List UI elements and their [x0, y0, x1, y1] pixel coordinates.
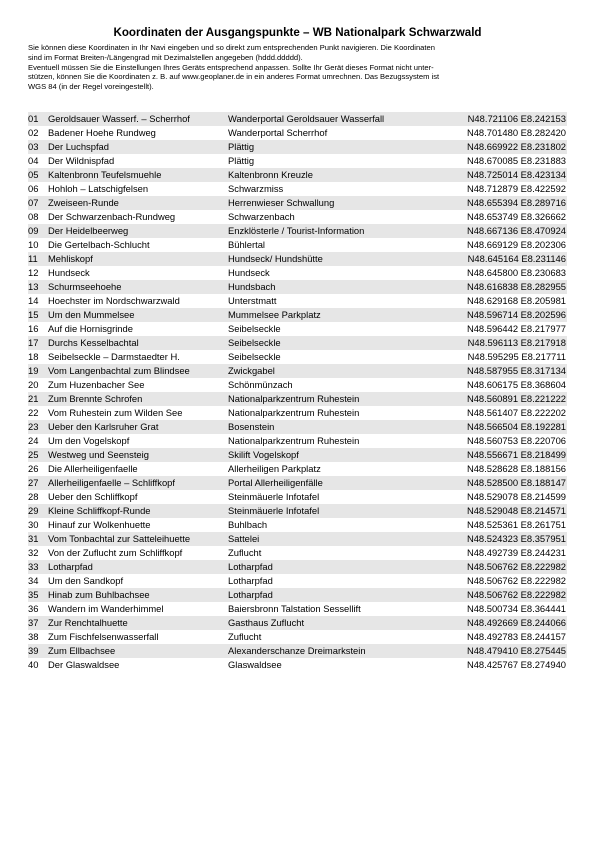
route-number: 05 — [28, 168, 48, 182]
route-number: 06 — [28, 183, 39, 194]
intro-line: Sie können diese Koordinaten in Ihr Navi eingeben und so direkt zum entsprechenden Punkt navigieren. Die Koordinaten — [28, 43, 435, 52]
table-row — [28, 364, 567, 378]
coordinates: N48.560753 E8.220706 — [466, 435, 566, 446]
coordinates: N48.524323 E8.357951 — [443, 532, 567, 546]
table-row — [28, 630, 567, 644]
route-number: 13 — [28, 280, 48, 294]
coordinates: N48.528500 E8.188147 — [443, 476, 567, 490]
route-name: Hinab zum Buhlbachsee — [48, 588, 228, 602]
coordinates: N48.525361 E8.261751 — [466, 519, 566, 530]
table-row — [28, 560, 567, 574]
coordinates: N48.506762 E8.222982 — [443, 560, 567, 574]
route-number: 31 — [28, 532, 48, 546]
start-point: Skilift Vogelskopf — [228, 448, 443, 462]
route-number: 08 — [28, 211, 39, 222]
route-name: Um den Vogelskopf — [48, 435, 130, 446]
route-name: Mehliskopf — [48, 252, 228, 266]
start-point: Buhlbach — [228, 519, 268, 530]
route-name: Ueber den Schliffkopf — [48, 491, 138, 502]
table-row — [28, 448, 567, 462]
coordinates: N48.556671 E8.218499 — [443, 448, 567, 462]
coordinates: N48.670085 E8.231883 — [466, 155, 566, 166]
coordinates: N48.595295 E8.217711 — [467, 351, 566, 362]
coordinates: N48.653749 E8.326662 — [466, 211, 566, 222]
table-row — [28, 644, 567, 658]
start-point: Bosenstein — [228, 420, 443, 434]
coordinates: N48.669129 E8.202306 — [466, 239, 566, 250]
start-point: Lotharpfad — [228, 575, 273, 586]
coordinates: N48.529048 E8.214571 — [443, 504, 567, 518]
start-point: Hundseck/ Hundshütte — [228, 252, 443, 266]
coordinates: N48.645800 E8.230683 — [466, 267, 566, 278]
route-number: 16 — [28, 323, 39, 334]
route-name: Auf die Hornisgrinde — [48, 323, 133, 334]
start-point: Seibelseckle — [228, 351, 281, 362]
route-number: 33 — [28, 560, 48, 574]
coordinates: N48.725014 E8.423134 — [443, 168, 567, 182]
start-point: Alexanderschanze Dreimarkstein — [228, 644, 443, 658]
coordinates: N48.500734 E8.364441 — [466, 603, 566, 614]
route-name: Hoechster im Nordschwarzwald — [48, 295, 180, 306]
route-number: 30 — [28, 519, 39, 530]
intro-line: sind im Format Breiten-/Längengrad mit Dezimalstellen angegeben (hddd.ddddd). — [28, 52, 303, 62]
route-name: Um den Sandkopf — [48, 575, 124, 586]
route-number: 18 — [28, 351, 39, 362]
route-number: 14 — [28, 295, 39, 306]
route-name: Vom Tonbachtal zur Satteleihuette — [48, 532, 228, 546]
start-point: Mummelsee Parkplatz — [228, 308, 443, 322]
route-name: Badener Hoehe Rundweg — [48, 127, 156, 138]
coordinates: N48.712879 E8.422592 — [466, 183, 566, 194]
coordinates: N48.655394 E8.289716 — [443, 196, 567, 210]
coordinates: N48.645164 E8.231146 — [443, 252, 567, 266]
coordinates: N48.425767 E8.274940 — [466, 659, 566, 670]
route-name: Zum Brennte Schrofen — [48, 392, 228, 406]
start-point: Nationalparkzentrum Ruhestein — [228, 392, 443, 406]
coordinates: N48.506762 E8.222982 — [443, 588, 567, 602]
start-point: Enzklösterle / Tourist-Information — [228, 224, 443, 238]
start-point: Seibelseckle — [228, 336, 443, 350]
route-name: Der Schwarzenbach-Rundweg — [48, 211, 176, 222]
start-point: Sattelei — [228, 532, 443, 546]
table-row — [28, 574, 567, 588]
route-number: 32 — [28, 547, 39, 558]
table-row — [28, 294, 567, 308]
route-name: Ueber den Karlsruher Grat — [48, 420, 228, 434]
route-name: Zum Fischfelsenwasserfall — [48, 631, 159, 642]
table-row — [28, 196, 567, 210]
start-point: Glaswaldsee — [228, 659, 282, 670]
route-number: 28 — [28, 491, 39, 502]
start-point: Plättig — [228, 140, 443, 154]
table-row — [28, 238, 567, 252]
coordinates: N48.528628 E8.188156 — [466, 463, 566, 474]
start-point: Bühlertal — [228, 239, 266, 250]
start-point: Lotharpfad — [228, 560, 443, 574]
table-row — [28, 420, 567, 434]
route-name: Zum Ellbachsee — [48, 644, 228, 658]
route-name: Wandern im Wanderhimmel — [48, 603, 164, 614]
route-number: 19 — [28, 364, 48, 378]
route-name: Die Allerheiligenfaelle — [48, 463, 138, 474]
route-number: 12 — [28, 267, 39, 278]
route-number: 15 — [28, 308, 48, 322]
start-point: Wanderportal Geroldsauer Wasserfall — [228, 112, 443, 126]
table-row — [28, 308, 567, 322]
intro-line: Eventuell müssen Sie die Einstellungen Ihres Geräts entsprechend anpassen. Sollte Ihr Gerät dieses Format nicht unter- — [28, 62, 434, 72]
route-number: 20 — [28, 379, 39, 390]
route-number: 11 — [28, 252, 48, 266]
start-point: Gasthaus Zuflucht — [228, 616, 443, 630]
route-name: Der Wildnispfad — [48, 155, 115, 166]
table-row — [28, 392, 567, 406]
route-number: 03 — [28, 140, 48, 154]
start-point: Zuflucht — [228, 547, 262, 558]
coordinates-table — [28, 112, 567, 672]
table-row — [28, 490, 567, 504]
start-point: Kaltenbronn Kreuzle — [228, 168, 443, 182]
coordinates: N48.560891 E8.221222 — [443, 392, 567, 406]
route-name: Hundseck — [48, 267, 90, 278]
table-row — [28, 602, 567, 616]
route-name: Vom Ruhestein zum Wilden See — [48, 407, 183, 418]
start-point: Steinmäuerle Infotafel — [228, 504, 443, 518]
start-point: Portal Allerheiligenfälle — [228, 476, 443, 490]
start-point: Nationalparkzentrum Ruhestein — [228, 435, 360, 446]
route-name: Hohloh – Latschigfelsen — [48, 183, 149, 194]
route-name: Der Luchspfad — [48, 140, 228, 154]
route-number: 09 — [28, 224, 48, 238]
table-row — [28, 546, 567, 560]
table-row — [28, 532, 567, 546]
start-point: Schwarzmiss — [228, 183, 284, 194]
route-number: 27 — [28, 476, 48, 490]
route-number: 34 — [28, 575, 39, 586]
start-point: Lotharpfad — [228, 588, 443, 602]
coordinates: N48.667136 E8.470924 — [443, 224, 567, 238]
route-name: Zum Huzenbacher See — [48, 379, 145, 390]
route-number: 01 — [28, 112, 48, 126]
table-row — [28, 658, 567, 672]
route-name: Zur Renchtalhuette — [48, 616, 228, 630]
start-point: Hundseck — [228, 267, 270, 278]
route-name: Lotharpfad — [48, 560, 228, 574]
start-point: Allerheiligen Parkplatz — [228, 463, 321, 474]
start-point: Baiersbronn Talstation Sessellift — [228, 603, 361, 614]
route-number: 23 — [28, 420, 48, 434]
start-point: Nationalparkzentrum Ruhestein — [228, 407, 360, 418]
route-number: 02 — [28, 127, 39, 138]
route-name: Geroldsauer Wasserf. – Scherrhof — [48, 112, 228, 126]
route-number: 22 — [28, 407, 39, 418]
table-row — [28, 434, 567, 448]
route-number: 10 — [28, 239, 39, 250]
coordinates: N48.596113 E8.217918 — [443, 336, 567, 350]
start-point: Steinmäuerle Infotafel — [228, 491, 320, 502]
route-name: Seibelseckle – Darmstaedter H. — [48, 351, 180, 362]
route-number: 40 — [28, 659, 39, 670]
table-row — [28, 140, 567, 154]
route-name: Die Gertelbach-Schlucht — [48, 239, 150, 250]
coordinates: N48.529078 E8.214599 — [466, 491, 566, 502]
start-point: Schönmünzach — [228, 379, 293, 390]
start-point: Wanderportal Scherrhof — [228, 127, 328, 138]
intro-line: WGS 84 (in der Regel voreingestellt). — [28, 82, 154, 92]
table-row — [28, 182, 567, 196]
coordinates: N48.492739 E8.244231 — [466, 547, 566, 558]
start-point: Zuflucht — [228, 631, 262, 642]
coordinates: N48.596714 E8.202596 — [443, 308, 567, 322]
route-number: 17 — [28, 336, 48, 350]
table-row — [28, 504, 567, 518]
route-number: 39 — [28, 644, 48, 658]
start-point: Unterstmatt — [228, 295, 277, 306]
coordinates: N48.587955 E8.317134 — [443, 364, 567, 378]
coordinates: N48.721106 E8.242153 — [443, 112, 567, 126]
table-row — [28, 378, 567, 392]
table-row — [28, 210, 567, 224]
start-point: Herrenwieser Schwallung — [228, 196, 443, 210]
coordinates: N48.506762 E8.222982 — [466, 575, 566, 586]
start-point: Seibelseckle — [228, 323, 281, 334]
coordinates: N48.629168 E8.205981 — [466, 295, 566, 306]
start-point: Hundsbach — [228, 280, 443, 294]
intro-text — [28, 43, 573, 92]
coordinates: N48.492783 E8.244157 — [466, 631, 566, 642]
route-name: Allerheiligenfaelle – Schliffkopf — [48, 476, 228, 490]
table-row — [28, 336, 567, 350]
page-title: Koordinaten der Ausgangspunkte – WB Nationalpark Schwarzwald — [113, 26, 482, 39]
table-row — [28, 280, 567, 294]
route-number: 37 — [28, 616, 48, 630]
table-row — [28, 616, 567, 630]
route-name: Schurmseehoehe — [48, 280, 228, 294]
start-point: Zwickgabel — [228, 364, 443, 378]
route-name: Vom Langenbachtal zum Blindsee — [48, 364, 228, 378]
route-name: Hinauf zur Wolkenhuette — [48, 519, 151, 530]
route-name: Kaltenbronn Teufelsmuehle — [48, 168, 228, 182]
route-name: Der Heidelbeerweg — [48, 224, 228, 238]
route-number: 04 — [28, 155, 39, 166]
route-number: 36 — [28, 603, 39, 614]
table-row — [28, 350, 567, 364]
table-row — [28, 322, 567, 336]
route-name: Zweiseen-Runde — [48, 196, 228, 210]
route-number: 24 — [28, 435, 39, 446]
table-row — [28, 154, 567, 168]
table-row — [28, 518, 567, 532]
coordinates: N48.596442 E8.217977 — [466, 323, 566, 334]
intro-line: stützen, können Sie die Koordinaten z. B. auf www.geoplaner.de in ein anderes Format umrechnen. Das Bezugssystem ist — [28, 72, 440, 82]
table-row — [28, 266, 567, 280]
coordinates: N48.492669 E8.244066 — [443, 616, 567, 630]
table-row — [28, 588, 567, 602]
route-number: 29 — [28, 504, 48, 518]
table-row — [28, 112, 567, 126]
route-number: 26 — [28, 463, 39, 474]
route-number: 07 — [28, 196, 48, 210]
route-number: 25 — [28, 448, 48, 462]
route-number: 35 — [28, 588, 48, 602]
route-name: Von der Zuflucht zum Schliffkopf — [48, 547, 183, 558]
coordinates: N48.566504 E8.192281 — [443, 420, 567, 434]
route-number: 38 — [28, 631, 39, 642]
table-row — [28, 252, 567, 266]
coordinates: N48.669922 E8.231802 — [443, 140, 567, 154]
table-row — [28, 168, 567, 182]
coordinates: N48.616838 E8.282955 — [443, 280, 567, 294]
table-row — [28, 476, 567, 490]
table-row — [28, 462, 567, 476]
coordinates: N48.479410 E8.275445 — [443, 644, 567, 658]
route-name: Westweg und Seensteig — [48, 448, 228, 462]
table-row — [28, 406, 567, 420]
coordinates: N48.561407 E8.222202 — [466, 407, 566, 418]
start-point: Schwarzenbach — [228, 211, 295, 222]
route-number: 21 — [28, 392, 48, 406]
table-row — [28, 224, 567, 238]
route-name: Um den Mummelsee — [48, 308, 228, 322]
route-name: Kleine Schliffkopf-Runde — [48, 504, 228, 518]
coordinates: N48.606175 E8.368604 — [466, 379, 566, 390]
start-point: Plättig — [228, 155, 255, 166]
table-row — [28, 126, 567, 140]
route-name: Durchs Kesselbachtal — [48, 336, 228, 350]
coordinates: N48.701480 E8.282420 — [466, 127, 566, 138]
coordinates-table-body — [28, 112, 567, 672]
route-name: Der Glaswaldsee — [48, 659, 120, 670]
